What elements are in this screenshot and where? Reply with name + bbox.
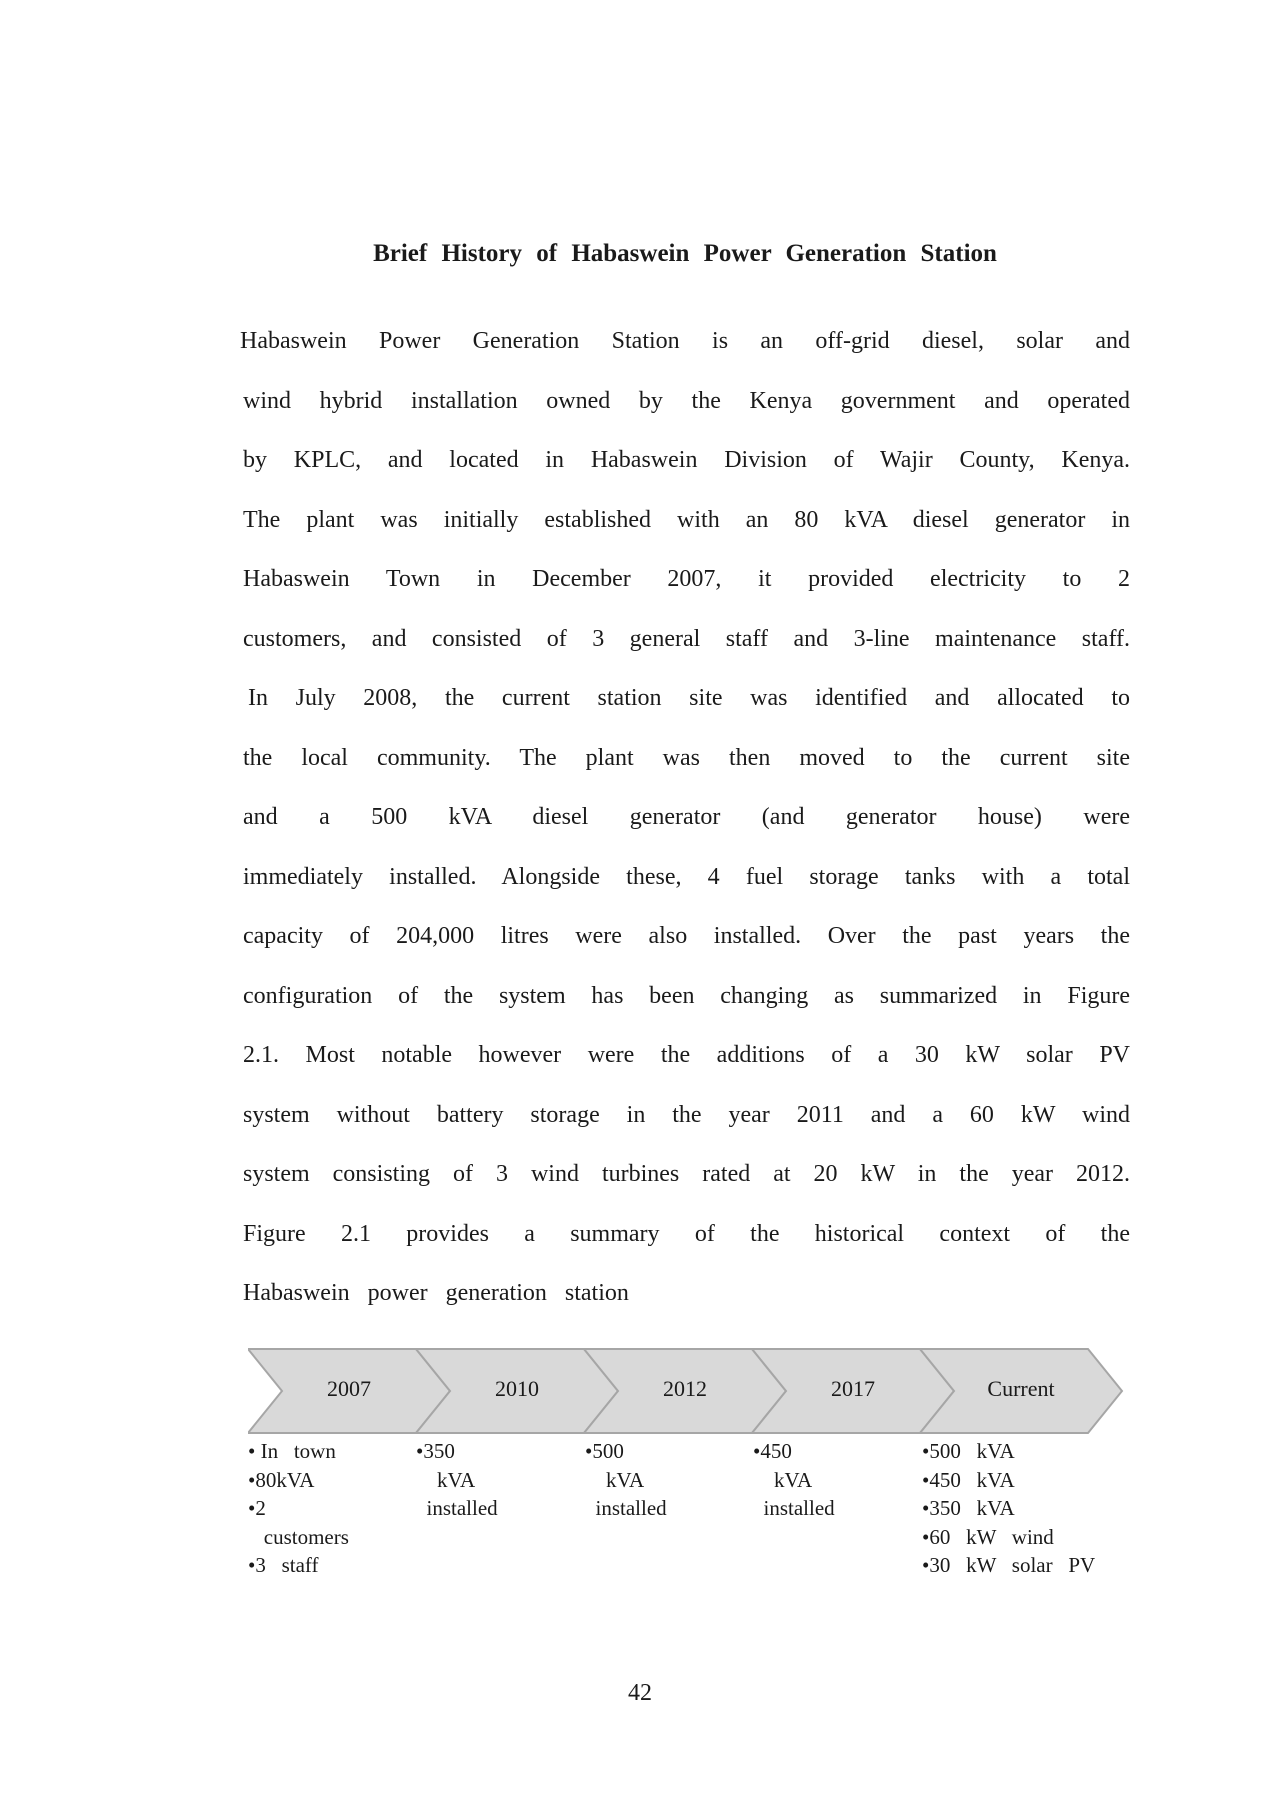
timeline-detail-item: •80kVA <box>248 1467 315 1492</box>
timeline-detail-list <box>922 1437 1095 1580</box>
timeline-year-label: 2007 <box>327 1376 371 1401</box>
timeline-detail-item: •350 <box>416 1439 455 1463</box>
timeline-year-label: 2012 <box>663 1376 707 1401</box>
paragraph-line: immediately installed. Alongside these, 4 fuel storage tanks with a total <box>243 863 1130 890</box>
paragraph-line: Habaswein Power Generation Station is an off-grid diesel, solar and <box>240 328 1130 354</box>
paragraph-line: the local community. The plant was then moved to the current site <box>243 744 1130 771</box>
paragraph-line: configuration of the system has been changing as summarized in Figure <box>243 982 1130 1009</box>
timeline-detail-item: kVA <box>753 1467 813 1492</box>
timeline-detail-item: •2 <box>248 1496 266 1520</box>
timeline-detail-item: installed <box>585 1496 667 1520</box>
timeline-detail-item: •30 kW solar PV <box>922 1553 1096 1577</box>
timeline-year-label: Current <box>987 1376 1055 1401</box>
paragraph-line: Habaswein power generation station <box>243 1280 629 1306</box>
section-heading: Brief History of Habaswein Power Generation Station <box>373 240 997 267</box>
timeline-detail-list <box>753 1437 835 1523</box>
paragraph-line: 2.1. Most notable however were the additions of a 30 kW solar PV <box>243 1042 1130 1068</box>
page-number: 42 <box>628 1680 652 1706</box>
timeline-detail-item: •3 staff <box>248 1553 319 1577</box>
timeline-detail-item: •350 kVA <box>922 1496 1015 1520</box>
timeline-detail-item: •60 kW wind <box>922 1524 1054 1549</box>
paragraph-line: customers, and consisted of 3 general staff and 3-line maintenance staff. <box>243 625 1130 652</box>
history-timeline <box>248 1347 1136 1437</box>
paragraph-line: system without battery storage in the year 2011 and a 60 kW wind <box>243 1101 1130 1128</box>
paragraph-line: Habaswein Town in December 2007, it provided electricity to 2 <box>243 566 1130 592</box>
paragraph-line: Figure 2.1 provides a summary of the historical context of the <box>243 1220 1130 1247</box>
timeline-detail-item: installed <box>416 1496 498 1520</box>
timeline-year-label: 2010 <box>495 1376 539 1401</box>
timeline-detail-item: • In town <box>248 1439 336 1463</box>
timeline-detail-item: customers <box>248 1524 349 1549</box>
paragraph-line: system consisting of 3 wind turbines rated at 20 kW in the year 2012. <box>243 1161 1130 1187</box>
timeline-detail-list <box>585 1437 667 1523</box>
paragraph-line: In July 2008, the current station site was identified and allocated to <box>248 685 1130 711</box>
timeline-detail-list <box>248 1437 349 1580</box>
timeline-detail-item: kVA <box>416 1467 476 1492</box>
timeline-detail-list <box>416 1437 498 1523</box>
timeline-detail-item: •500 kVA <box>922 1439 1015 1463</box>
paragraph-line: The plant was initially established with an 80 kVA diesel generator in <box>243 506 1130 533</box>
timeline-year-label: 2017 <box>831 1376 875 1401</box>
timeline-detail-item: installed <box>753 1496 835 1520</box>
timeline-detail-item: •500 <box>585 1439 624 1463</box>
timeline-detail-item: kVA <box>585 1467 645 1492</box>
paragraph-line: by KPLC, and located in Habaswein Division of Wajir County, Kenya. <box>243 447 1130 473</box>
paragraph-line: capacity of 204,000 litres were also installed. Over the past years the <box>243 923 1130 949</box>
paragraph-line: and a 500 kVA diesel generator (and generator house) were <box>243 804 1130 830</box>
paragraph-line: wind hybrid installation owned by the Kenya government and operated <box>243 387 1130 414</box>
timeline-detail-item: •450 kVA <box>922 1467 1015 1492</box>
timeline-detail-item: •450 <box>753 1439 792 1463</box>
